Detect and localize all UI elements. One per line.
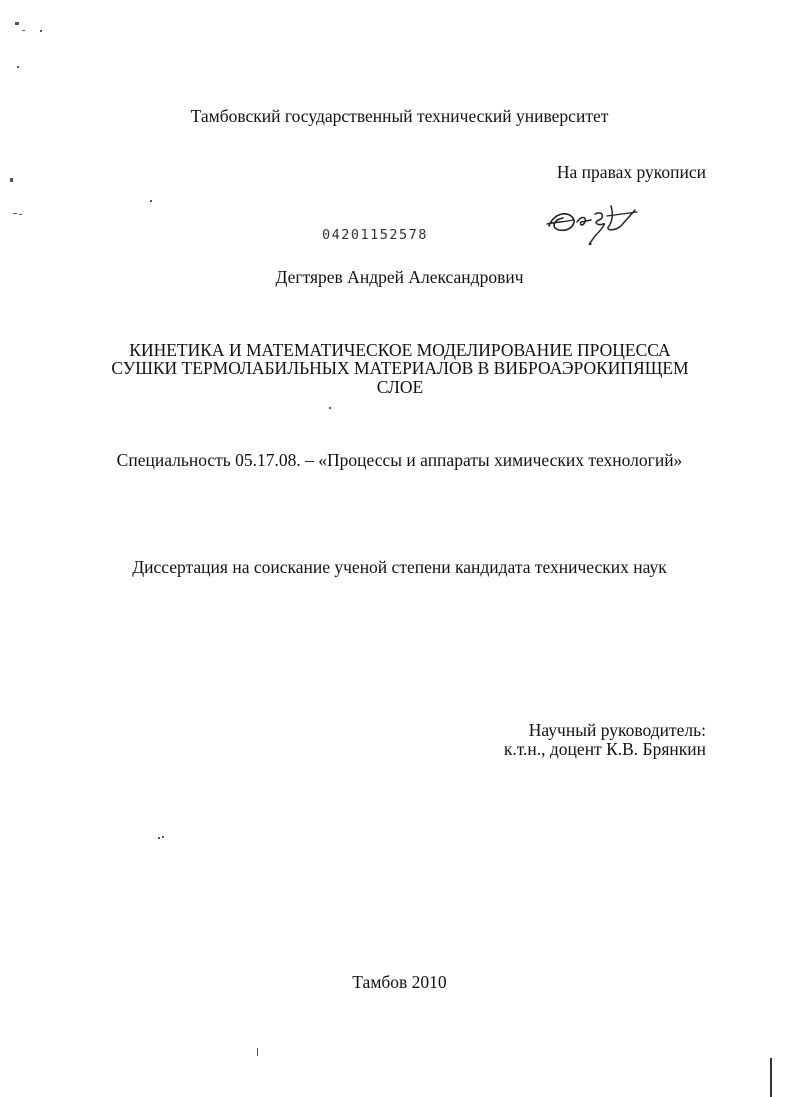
scan-speck — [17, 66, 19, 68]
degree-statement: Диссертация на соискание ученой степени кандидата технических наук — [132, 557, 667, 577]
handwritten-signature — [543, 196, 643, 248]
scan-speck — [40, 30, 42, 32]
dissertation-title-line-3: СЛОЕ — [376, 377, 424, 397]
dissertation-title-line-2: СУШКИ ТЕРМОЛАБИЛЬНЫХ МАТЕРИАЛОВ В ВИБРОАЭРОКИПЯЩЕМ — [111, 358, 689, 378]
city-year: Тамбов 2010 — [352, 972, 447, 992]
university-name: Тамбовский государственный технический университет — [190, 106, 609, 126]
author-name: Дегтярев Андрей Александрович — [275, 267, 524, 287]
scan-speck — [329, 407, 331, 409]
scan-speck — [15, 22, 19, 25]
scan-speck — [158, 837, 160, 839]
dissertation-title-line-1: КИНЕТИКА И МАТЕМАТИЧЕСКОЕ МОДЕЛИРОВАНИЕ ПРОЦЕССА — [129, 340, 671, 360]
scan-speck — [10, 178, 13, 182]
supervisor-label: Научный руководитель: — [528, 720, 706, 740]
rights-note: На правах рукописи — [556, 162, 706, 182]
scan-edge-line — [770, 1058, 772, 1097]
supervisor-name: к.т.н., доцент К.В. Брянкин — [503, 739, 706, 759]
specialty: Специальность 05.17.08. – «Процессы и аппараты химических технологий» — [116, 450, 683, 470]
scan-speck — [13, 213, 17, 214]
scan-speck — [257, 1048, 258, 1056]
scan-speck — [22, 30, 25, 31]
scan-speck — [19, 214, 22, 215]
registration-number: 04201152578 — [322, 227, 428, 243]
scan-speck — [150, 200, 152, 202]
scan-speck — [162, 836, 164, 838]
